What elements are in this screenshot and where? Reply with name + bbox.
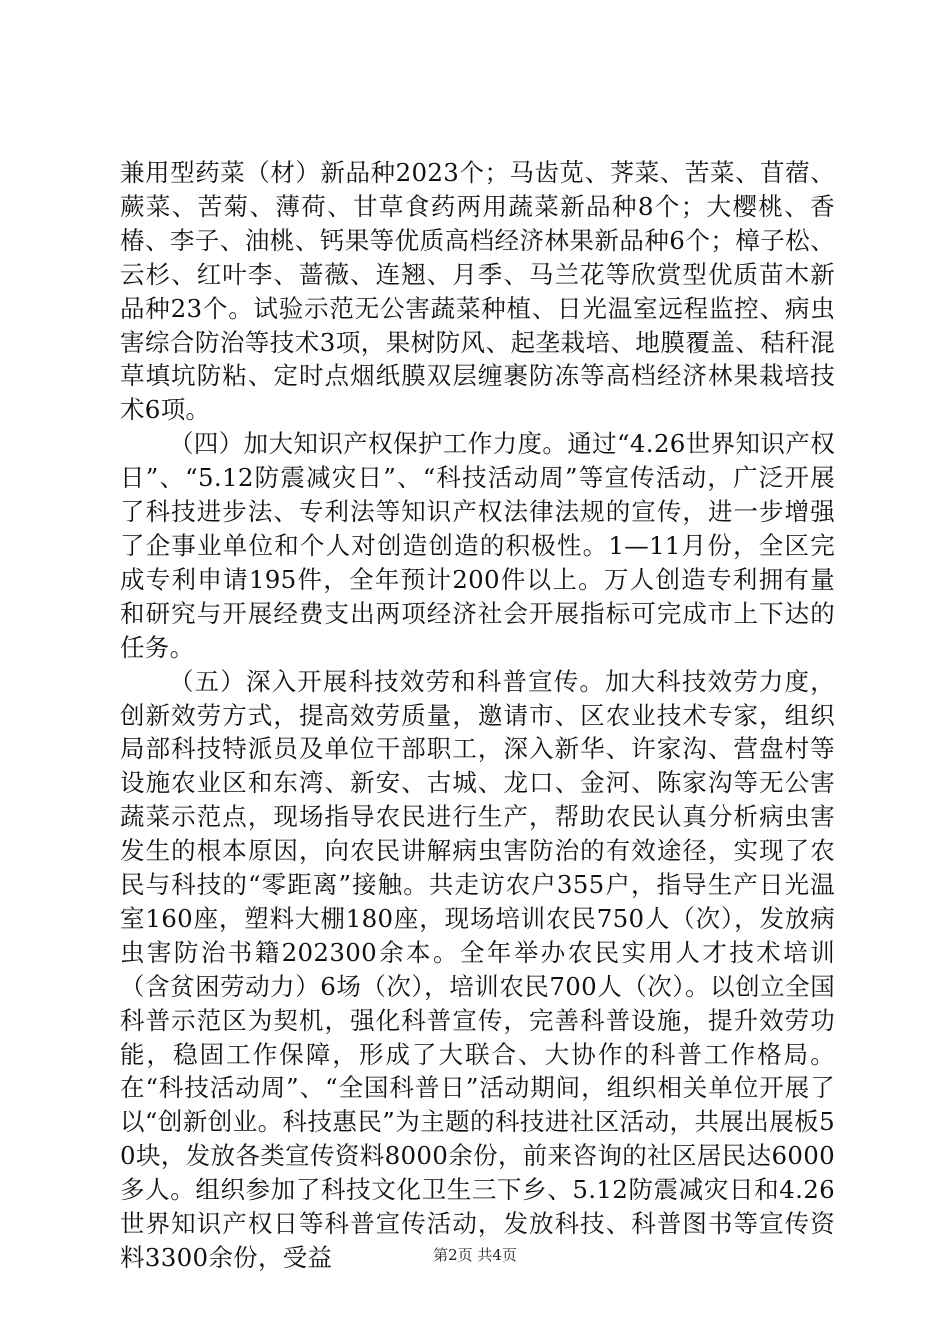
paragraph-varieties-continued: 兼用型药菜（材）新品种2023个；马齿苋、荠菜、苦菜、苜蓿、蕨菜、苦菊、薄荷、甘草食药两用蔬菜新品种8个；大樱桃、香椿、李子、油桃、钙果等优质高档经济林果新品种6个；樟子松、云杉、红叶李、蔷薇、连翘、月季、马兰花等欣赏型优质苗木新品种23个。试验示范无公害蔬菜种植、日光温室远程监控、病虫害综合防治等技术3项，果树防风、起垄栽培、地膜覆盖、秸秆混草填坑防粘、定时点烟纸膜双层缠裹防冻等高档经济林果栽培技术6项。 <box>120 158 835 425</box>
paragraph-ip-protection: （四）加大知识产权保护工作力度。通过“4.26世界知识产权日”、“5.12防震减灾日”、“科技活动周”等宣传活动，广泛开展了科技进步法、专利法等知识产权法律法规的宣传，进一步增强了企事业单位和个人对创造创造的积极性。1—11月份，全区完成专利申请195件，全年预计200件以上。万人创造专利拥有量和研究与开展经费支出两项经济社会开展指标可完成市上下达的任务。 <box>120 429 835 662</box>
page-number-footer: 第2页 共4页 <box>433 1246 517 1264</box>
paragraph-science-services: （五）深入开展科技效劳和科普宣传。加大科技效劳力度，创新效劳方式，提高效劳质量，邀请市、区农业技术专家，组织局部科技特派员及单位干部职工，深入新华、许家沟、营盘村等设施农业区和东湾、新安、古城、龙口、金河、陈家沟等无公害蔬菜示范点，现场指导农民进行生产，帮助农民认真分析病虫害发生的根本原因，向农民讲解病虫害防治的有效途径，实现了农民与科技的“零距离”接触。共走访农户355户，指导生产日光温室160座，塑料大棚180座，现场培训农民750人（次），发放病虫害防治书籍202300余本。全年举办农民实用人才技术培训（含贫困劳动力）6场（次），培训农民700人（次）。以创立全国科普示范区为契机，强化科普宣传，完善科普设施，提升效劳功能，稳固工作保障，形成了大联合、大协作的科普工作格局。在“科技活动周”、“全国科普日”活动期间，组织相关单位开展了以“创新创业。科技惠民”为主题的科技进社区活动，共展出展板50块，发放各类宣传资料8000余份，前来咨询的社区居民达6000多人。组织参加了科技文化卫生三下乡、5.12防震减灾日和4.26世界知识产权日等科普宣传活动，发放科技、科普图书等宣传资料3300余份，受益 <box>120 666 835 1272</box>
document-body <box>120 156 835 1275</box>
